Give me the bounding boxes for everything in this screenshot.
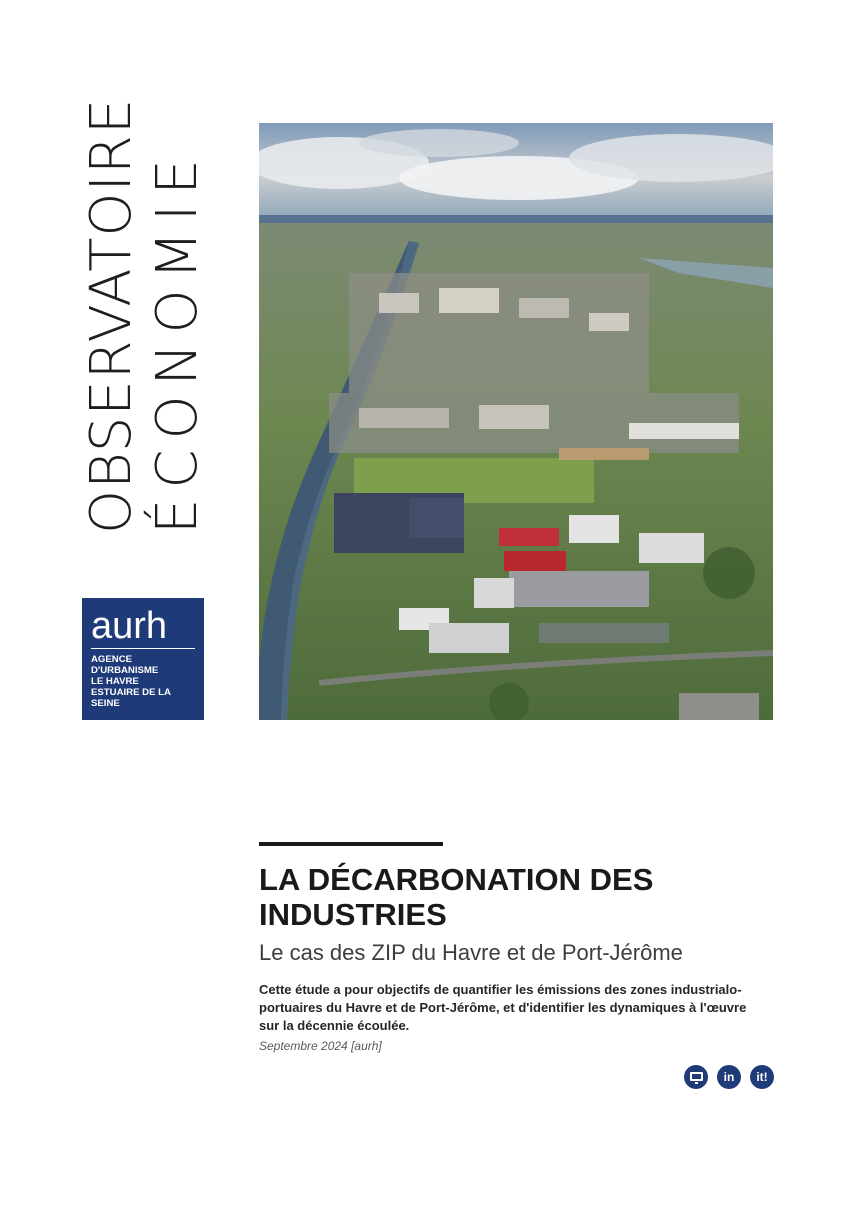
title-rule <box>259 842 443 846</box>
logo-line-1: AGENCE <box>91 654 133 665</box>
series-title-line1: OBSERVATOIRE <box>79 97 144 534</box>
cover-aerial-photo <box>259 123 773 720</box>
share-links <box>684 1065 774 1089</box>
linkedin-icon[interactable]: in <box>717 1065 741 1089</box>
logo-rule <box>91 648 195 649</box>
logo-line-4: ESTUAIRE DE LA SEINE <box>91 687 171 709</box>
website-icon[interactable] <box>684 1065 708 1089</box>
logo-brand: aurh <box>91 605 168 647</box>
document-title-line2: INDUSTRIES <box>259 897 447 932</box>
scoopit-icon[interactable]: it! <box>750 1065 774 1089</box>
document-intro: Cette étude a pour objectifs de quantifier les émissions des zones industrialo-portuaires du Havre et de Port-Jérôme, et d'identifier les dynamiques à l'œuvre sur la décennie écoulée. <box>259 982 747 1033</box>
aerial-photo-illustration <box>259 123 773 720</box>
monitor-glyph <box>690 1072 703 1081</box>
logo-line-3: LE HAVRE <box>91 676 139 687</box>
document-subtitle: Le cas des ZIP du Havre et de Port-Jérôme <box>259 940 683 965</box>
document-title <box>259 862 779 932</box>
document-title-line1: LA DÉCARBONATION DES <box>259 862 654 897</box>
series-title-line2: ÉCONOMIE <box>145 149 210 534</box>
logo-line-2: D'URBANISME <box>91 665 159 676</box>
aurh-logo <box>82 598 204 720</box>
document-date: Septembre 2024 [aurh] <box>259 1039 382 1053</box>
series-title <box>62 97 222 538</box>
